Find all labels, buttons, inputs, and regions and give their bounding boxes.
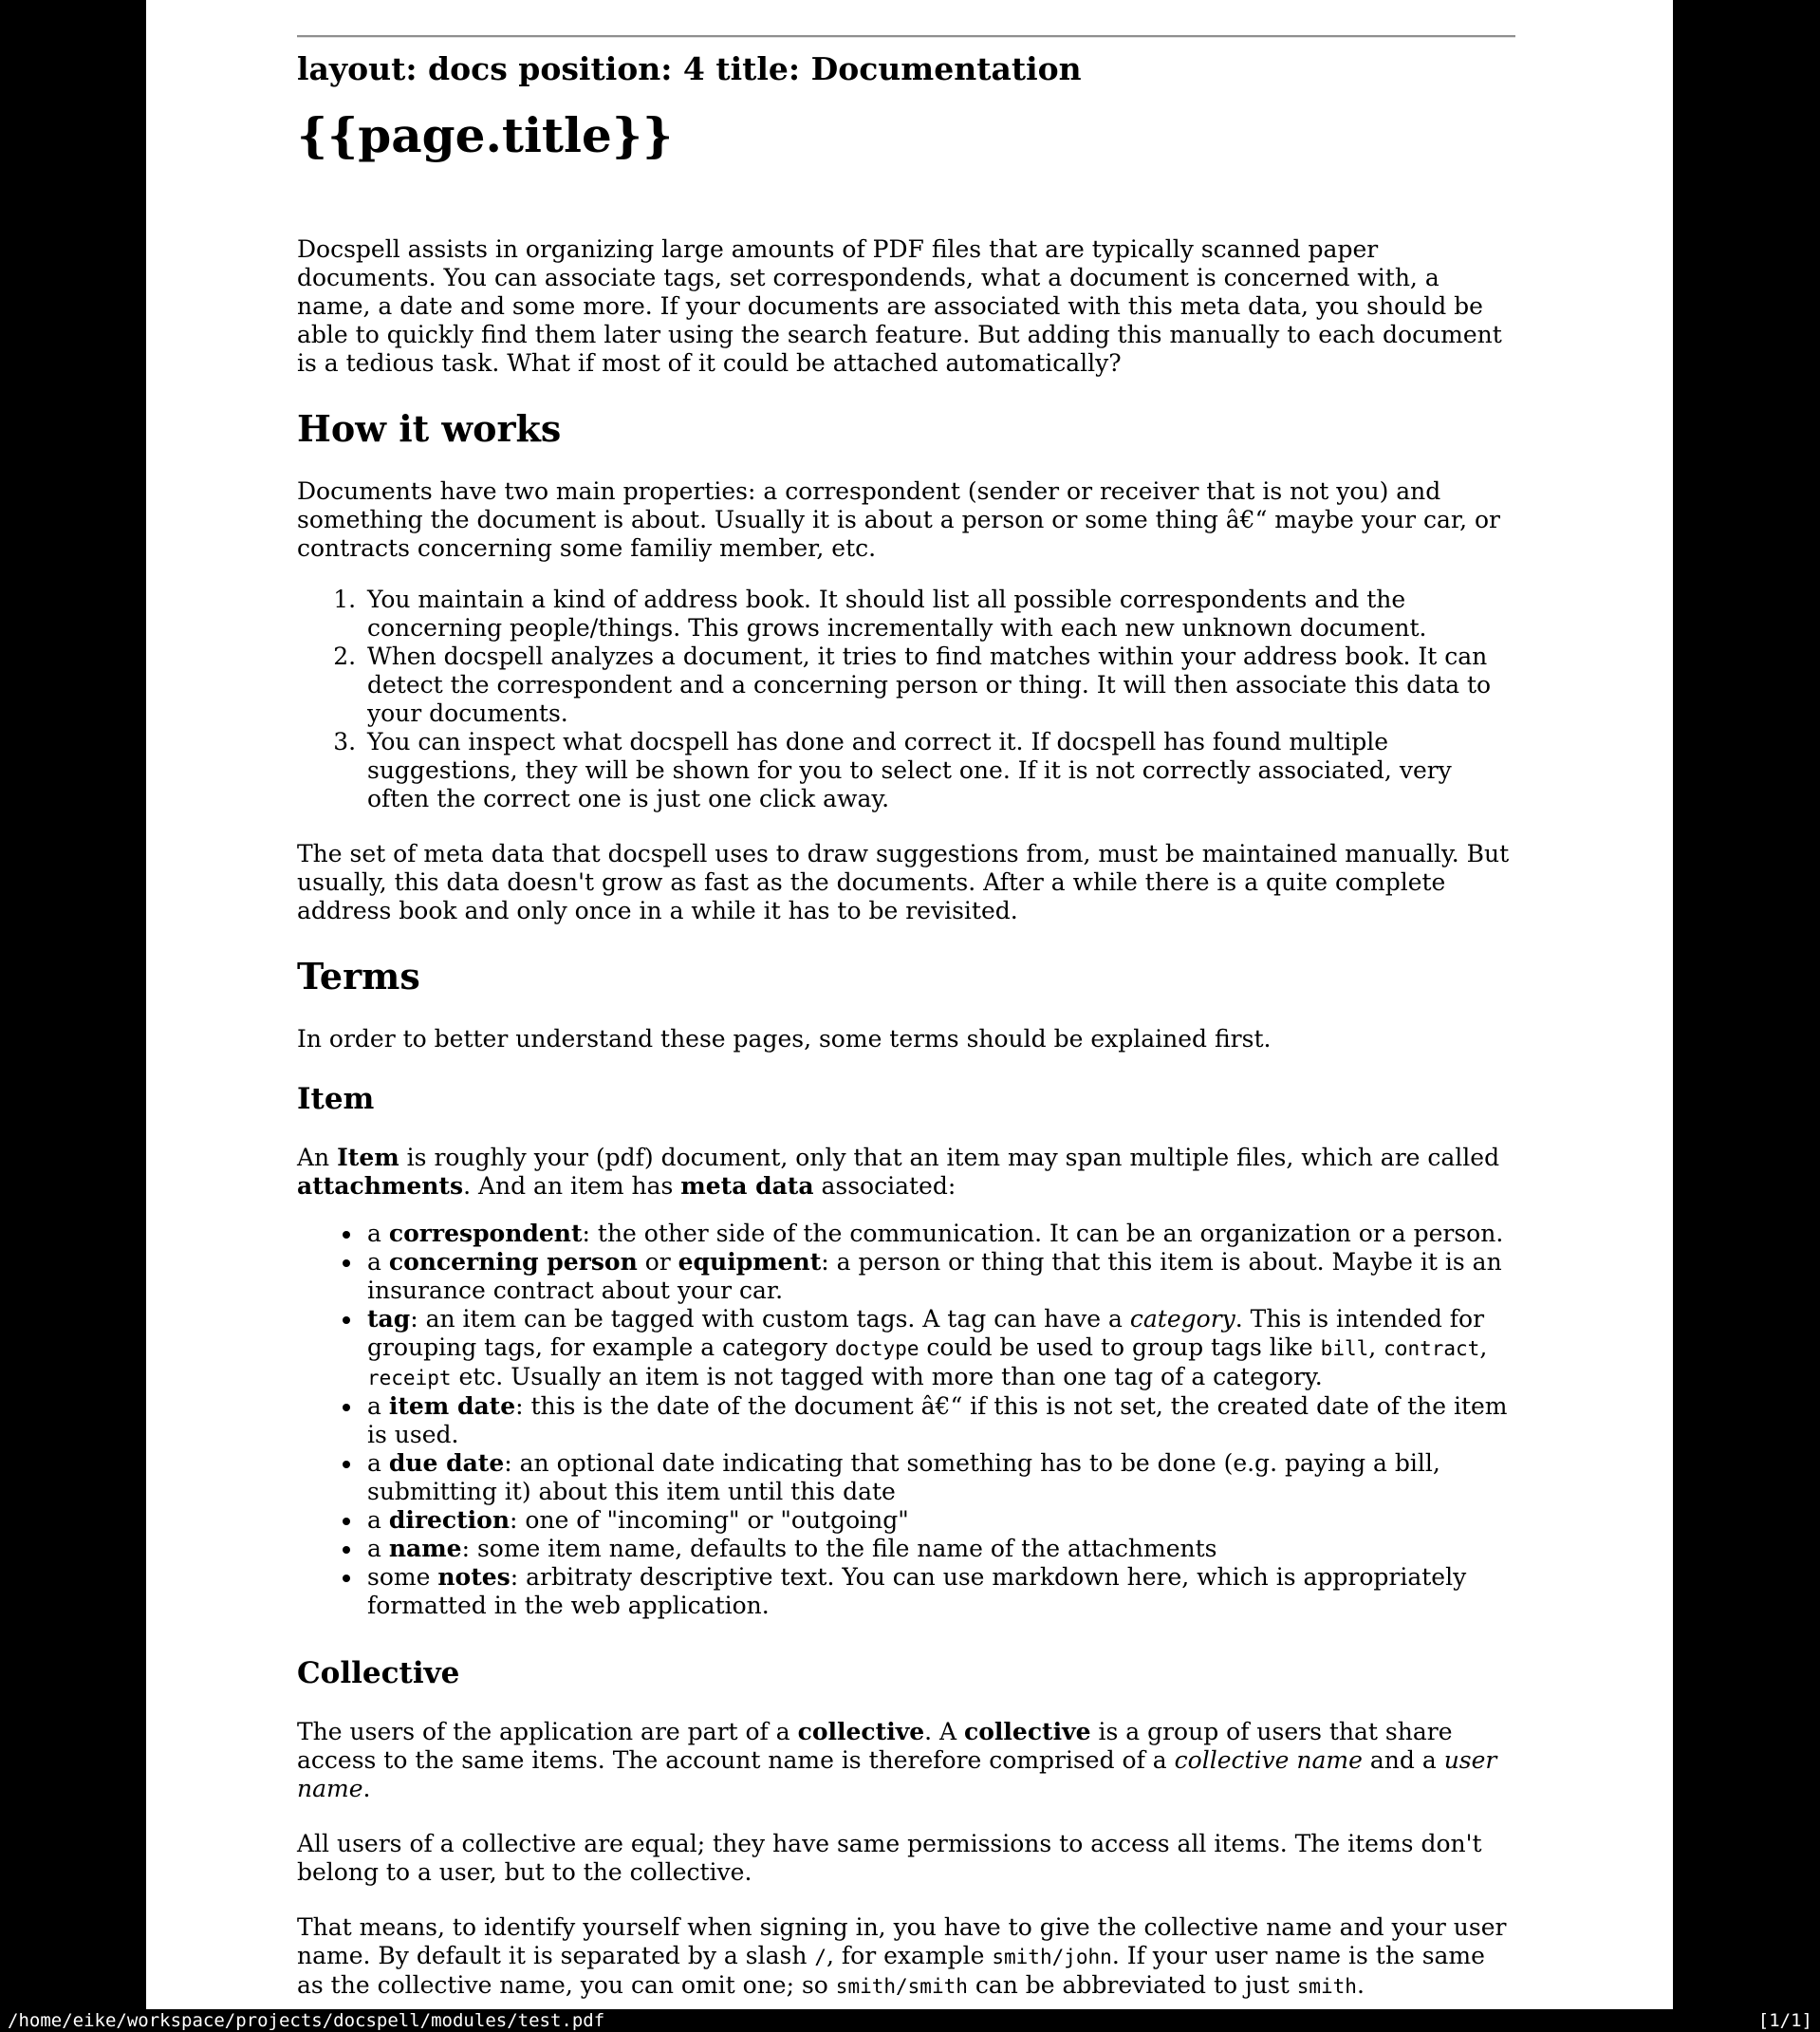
list-item: • some notes: arbitraty descriptive text. You can use markdown here, which is appropriately formatted in the web application. <box>363 1563 1515 1620</box>
list-item: • tag: an item can be tagged with custom tags. A tag can have a category. This is intended for grouping tags, for example a category doctype could be used to group tags like bill, contract, receipt etc. Usually an item is not tagged with more than one tag of a category. <box>363 1305 1515 1392</box>
terms-intro-paragraph: In order to better understand these pages, some terms should be explained first. <box>297 1025 1272 1053</box>
collective-paragraph-3: That means, to identify yourself when signing in, you have to give the collective name and your user name. By default it is separated by a slash /, for example smith/john. If your user name is the same as the collective name, you can omit one; so smith/smith can be abbreviated to just smith. <box>297 1913 1507 1999</box>
top-divider <box>297 35 1515 38</box>
meta-heading: layout: docs position: 4 title: Documentation <box>297 50 1082 87</box>
list-item: • a due date: an optional date indicating that something has to be done (e.g. paying a bill, submitting it) about this item until this date <box>363 1449 1515 1506</box>
list-item: 2. When docspell analyzes a document, it tries to find matches within your address book. It can detect the correspondent and a concerning person or thing. It will then associate this data to your documents. <box>363 643 1515 728</box>
collective-paragraph-2: All users of a collective are equal; they have same permissions to access all items. The items don't belong to a user, but to the collective. <box>297 1830 1482 1886</box>
page-title: {{page.title}} <box>297 107 674 163</box>
list-item: 1. You maintain a kind of address book. It should list all possible correspondents and the concerning people/things. This grows incrementally with each new unknown document. <box>363 586 1515 643</box>
section-heading-how-it-works: How it works <box>297 407 562 450</box>
list-item: • a concerning person or equipment: a person or thing that this item is about. Maybe it is an insurance contract about your car. <box>363 1248 1515 1305</box>
list-item: • a correspondent: the other side of the communication. It can be an organization or a person. <box>363 1220 1515 1248</box>
workflow-list <box>297 586 1515 813</box>
list-item: 3. You can inspect what docspell has done and correct it. If docspell has found multiple suggestions, they will be shown for you to select one. If it is not correctly associated, very often the correct one is just one click away. <box>363 728 1515 813</box>
how-it-works-paragraph: Documents have two main properties: a correspondent (sender or receiver that is not you) and something the document is about. Usually it is about a person or some thing â€“ maybe your car, or contracts concerning some familiy member, etc. <box>297 477 1500 562</box>
item-intro-paragraph: An Item is roughly your (pdf) document, only that an item may span multiple files, which are called attachments. And an item has meta data associated: <box>297 1144 1500 1200</box>
file-path: /home/eike/workspace/projects/docspell/modules/test.pdf <box>8 2010 605 2031</box>
intro-paragraph: Docspell assists in organizing large amounts of PDF files that are typically scanned paper documents. You can associate tags, set correspondends, what a document is concerned with, a name, a date and some more. If your documents are associated with this meta data, you should be able to quickly find them later using the search feature. But adding this manually to each document is a tedious task. What if most of it could be attached automatically? <box>297 235 1502 377</box>
list-item: • a direction: one of "incoming" or "outgoing" <box>363 1506 1515 1535</box>
section-heading-terms: Terms <box>297 955 420 997</box>
page-indicator: [1/1] <box>1757 2010 1812 2031</box>
list-item: • a item date: this is the date of the document â€“ if this is not set, the created date of the item is used. <box>363 1392 1515 1449</box>
pdf-page[interactable] <box>146 0 1673 2009</box>
list-item: • a name: some item name, defaults to the file name of the attachments <box>363 1535 1515 1563</box>
document-content <box>146 0 1515 2001</box>
meta-note-paragraph: The set of meta data that docspell uses to draw suggestions from, must be maintained manually. But usually, this data doesn't grow as fast as the documents. After a while there is a quite complete address book and only once in a while it has to be revisited. <box>297 840 1510 924</box>
collective-paragraph-1: The users of the application are part of a collective. A collective is a group of users that share access to the same items. The account name is therefore comprised of a collective name and a user name. <box>297 1718 1497 1802</box>
statusbar <box>0 2009 1820 2032</box>
subsection-heading-collective: Collective <box>297 1656 460 1690</box>
item-properties-list <box>297 1220 1515 1620</box>
subsection-heading-item: Item <box>297 1082 375 1116</box>
